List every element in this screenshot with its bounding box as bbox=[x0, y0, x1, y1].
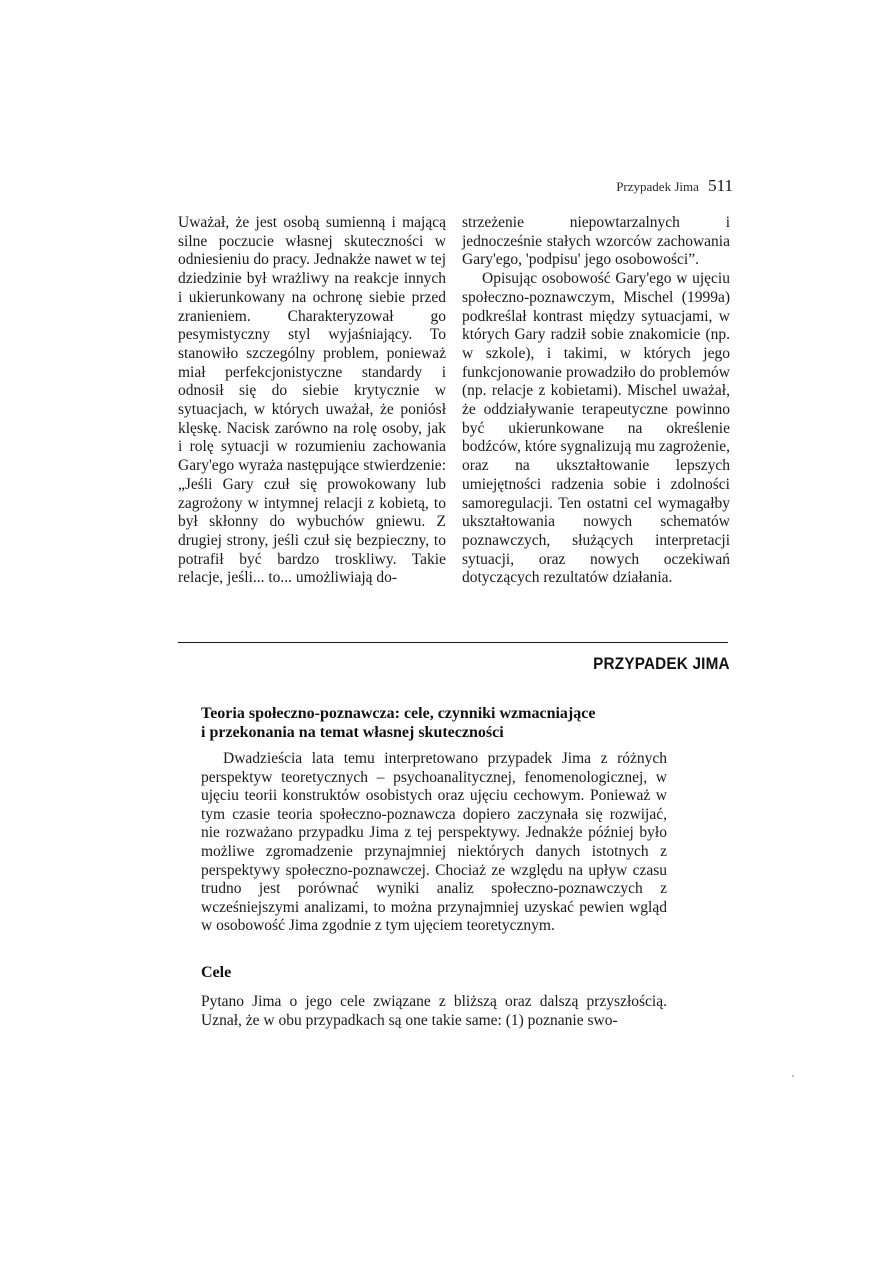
running-header bbox=[616, 176, 733, 196]
section-divider bbox=[178, 642, 728, 643]
left-column-text: Uważał, że jest osobą sumienną i mającą silne poczucie własnej skuteczności w odniesieniu do pracy. Jednakże nawet w tej dziedzinie był wrażliwy na reakcje innych i ukierunkowany na ochronę siebie przed zranieniem. Charakteryzował go pesymistyczny styl wyjaśniający. To stanowiło szczególny problem, ponieważ miał perfekcjonistyczne standardy i odnosił się do siebie krytycznie w sytuacjach, w których uważał, że poniósł klęskę. Nacisk zarówno na rolę osoby, jak i rolę sytuacji w rozumieniu zachowania Gary'ego wyraża następujące stwierdzenie: „Jeśli Gary czuł się prowokowany lub zagrożony w intymnej relacji z kobietą, to był skłonny do wybuchów gniewu. Z drugiej strony, jeśli czuł się bezpieczny, to potrafił być bardzo troskliwy. Takie relacje, jeśli... to... umożliwiają do- bbox=[178, 214, 446, 587]
section-heading-cele: Cele bbox=[201, 964, 232, 981]
subtitle-line-1: Teoria społeczno-poznawcza: cele, czynniki wzmacniające bbox=[201, 705, 596, 722]
right-column-paragraph-1: strzeżenie niepowtarzalnych i jednocześnie stałych wzorców zachowania Gary'ego, 'podpisu' jego osobowości”. bbox=[462, 214, 730, 269]
case-box-subtitle bbox=[201, 705, 681, 742]
case-box-paragraph-1 bbox=[201, 750, 667, 936]
scan-speck bbox=[792, 1075, 794, 1077]
case-box-paragraph-2 bbox=[201, 993, 667, 1030]
page-number: 511 bbox=[708, 176, 733, 195]
right-column bbox=[462, 214, 730, 588]
paragraph-2-text: Pytano Jima o jego cele związane z bliższą oraz dalszą przyszłością. Uznał, że w obu przypadkach są one takie same: (1) poznanie swo- bbox=[201, 993, 667, 1029]
left-column bbox=[178, 214, 446, 588]
paragraph-1-text: Dwadzieścia lata temu interpretowano przypadek Jima z różnych perspektyw teoretycznych – psychoanalitycznej, fenomenologicznej, w ujęciu teorii konstruktów osobistych oraz ujęciu cechowym. Ponieważ w tym czasie teoria społeczno-poznawcza dopiero zaczynała się rozwijać, nie rozważano przypadku Jima z tej perspektywy. Jednakże później było możliwe zgromadzenie przynajmniej niektórych danych istotnych z perspektywy społeczno-poznawczej. Chociaż ze względu na upływ czasu trudno jest porównać wyniki analiz społeczno-poznawczych z wcześniejszymi analizami, to można przynajmniej uzyskać pewien wgląd w osobowość Jima zgodnie z tym ujęciem teoretycznym. bbox=[201, 750, 667, 935]
subtitle-line-2: i przekonania na temat własnej skuteczności bbox=[201, 723, 504, 741]
running-title: Przypadek Jima bbox=[616, 179, 699, 194]
case-box-title: PRZYPADEK JIMA bbox=[593, 654, 730, 673]
right-column-paragraph-2: Opisując osobowość Gary'ego w ujęciu społeczno-poznawczym, Mischel (1999a) podkreślał kontrast między sytuacjami, w których Gary radził sobie znakomicie (np. w szkole), i takimi, w których jego funkcjonowanie prowadziło do problemów (np. relacje z kobietami). Mischel uważał, że oddziaływanie terapeutyczne powinno być ukierunkowane na określenie bodźców, które sygnalizują mu zagrożenie, oraz na ukształtowanie lepszych umiejętności radzenia sobie i zdolności samoregulacji. Ten ostatni cel wymagałby ukształtowania nowych schematów poznawczych, służących interpretacji sytuacji, oraz nowych oczekiwań dotyczących rezultatów działania. bbox=[462, 270, 730, 587]
